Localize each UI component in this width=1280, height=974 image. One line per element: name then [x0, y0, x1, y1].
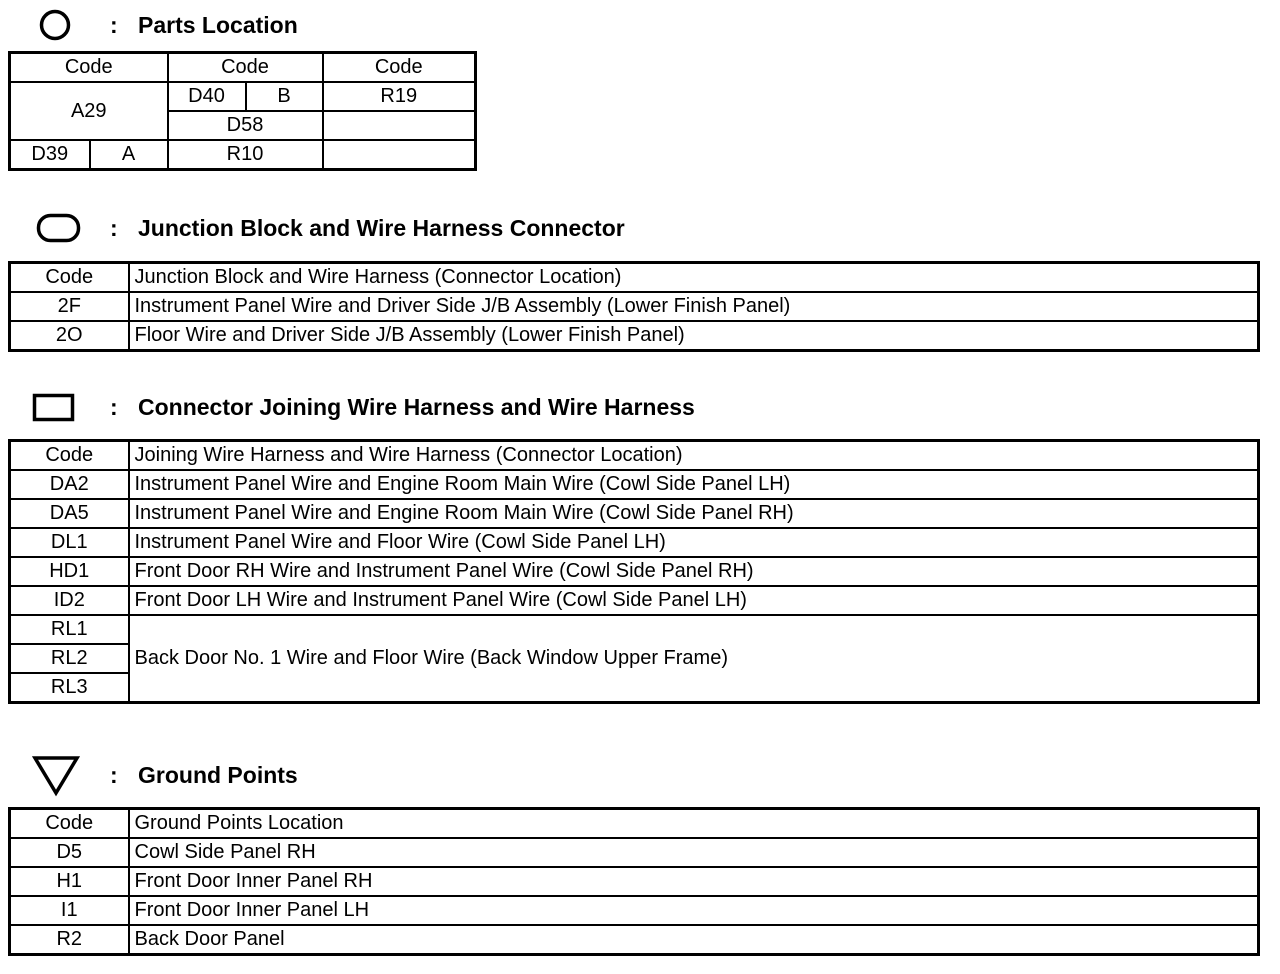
ground-title: Ground Points: [138, 762, 298, 788]
header-location: Joining Wire Harness and Wire Harness (Connector Location): [129, 441, 1259, 471]
code-cell: RL2: [10, 644, 129, 673]
header-code: Code: [10, 53, 168, 83]
table-row: [10, 867, 1259, 896]
location-cell: Back Door No. 1 Wire and Floor Wire (Back Window Upper Frame): [129, 615, 1259, 703]
table-row: [10, 140, 476, 170]
code-cell: DA2: [10, 470, 129, 499]
location-cell: Front Door LH Wire and Instrument Panel Wire (Cowl Side Panel LH): [129, 586, 1259, 615]
code-cell: B: [246, 82, 323, 111]
junction-symbol: [36, 212, 82, 249]
location-cell: Instrument Panel Wire and Floor Wire (Cowl Side Panel LH): [129, 528, 1259, 557]
header-code: Code: [323, 53, 476, 83]
rounded-rectangle-icon: [36, 212, 82, 244]
code-cell: DA5: [10, 499, 129, 528]
table-row: [10, 586, 1259, 615]
location-cell: Instrument Panel Wire and Engine Room Main Wire (Cowl Side Panel LH): [129, 470, 1259, 499]
triangle-down-icon: [32, 755, 80, 797]
empty-cell: [323, 111, 476, 140]
ground-table: [8, 807, 1260, 956]
parts-location-symbol: [38, 9, 74, 46]
joining-table: [8, 439, 1260, 704]
code-cell: DL1: [10, 528, 129, 557]
table-row: [10, 809, 1259, 839]
code-cell: R2: [10, 925, 129, 955]
code-cell: A: [90, 140, 168, 170]
code-cell: D39: [10, 140, 90, 170]
location-cell: Back Door Panel: [129, 925, 1259, 955]
table-row: [10, 499, 1259, 528]
code-cell: ID2: [10, 586, 129, 615]
junction-table: [8, 261, 1260, 352]
table-row: [10, 615, 1259, 644]
table-row: [10, 292, 1259, 321]
location-cell: Instrument Panel Wire and Driver Side J/B Assembly (Lower Finish Panel): [129, 292, 1259, 321]
table-row: [10, 528, 1259, 557]
code-cell: 2F: [10, 292, 129, 321]
table-row: [10, 470, 1259, 499]
code-cell: RL3: [10, 673, 129, 703]
code-cell: D5: [10, 838, 129, 867]
header-code: Code: [10, 441, 129, 471]
code-cell: 2O: [10, 321, 129, 351]
header-code: Code: [10, 263, 129, 293]
joining-title: Connector Joining Wire Harness and Wire Harness: [138, 394, 695, 420]
table-row: [10, 925, 1259, 955]
location-cell: Instrument Panel Wire and Engine Room Main Wire (Cowl Side Panel RH): [129, 499, 1259, 528]
code-cell: RL1: [10, 615, 129, 644]
ground-colon: :: [110, 762, 118, 788]
ground-symbol: [32, 755, 80, 802]
table-row: [10, 838, 1259, 867]
location-cell: Front Door Inner Panel LH: [129, 896, 1259, 925]
junction-title: Junction Block and Wire Harness Connector: [138, 215, 625, 241]
table-row: [10, 441, 1259, 471]
code-cell: I1: [10, 896, 129, 925]
rectangle-icon: [32, 393, 76, 423]
location-cell: Front Door Inner Panel RH: [129, 867, 1259, 896]
code-cell: D40: [168, 82, 246, 111]
code-cell: HD1: [10, 557, 129, 586]
table-row: [10, 321, 1259, 351]
parts-location-table: [8, 51, 477, 171]
header-location: Ground Points Location: [129, 809, 1259, 839]
location-cell: Front Door RH Wire and Instrument Panel Wire (Cowl Side Panel RH): [129, 557, 1259, 586]
table-row: [10, 896, 1259, 925]
table-row: [10, 263, 1259, 293]
circle-icon: [38, 9, 74, 41]
table-row: [10, 557, 1259, 586]
empty-cell: [323, 140, 476, 170]
header-code: Code: [168, 53, 323, 83]
parts-location-title: Parts Location: [138, 12, 298, 38]
joining-symbol: [32, 393, 76, 428]
joining-colon: :: [110, 394, 118, 420]
table-row: [10, 53, 476, 83]
location-cell: Cowl Side Panel RH: [129, 838, 1259, 867]
code-cell: R19: [323, 82, 476, 111]
code-cell: A29: [10, 82, 168, 140]
code-cell: H1: [10, 867, 129, 896]
header-location: Junction Block and Wire Harness (Connector Location): [129, 263, 1259, 293]
junction-colon: :: [110, 215, 118, 241]
table-row: [10, 82, 476, 111]
header-code: Code: [10, 809, 129, 839]
parts-location-colon: :: [110, 12, 118, 38]
location-cell: Floor Wire and Driver Side J/B Assembly (Lower Finish Panel): [129, 321, 1259, 351]
code-cell: R10: [168, 140, 323, 170]
code-cell: D58: [168, 111, 323, 140]
